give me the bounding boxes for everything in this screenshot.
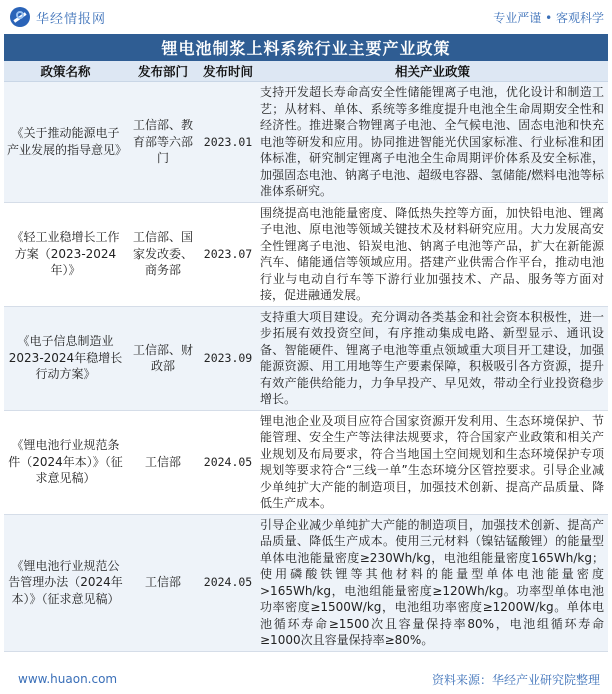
policy-content-cell: 围绕提高电池能量密度、降低热失控等方面，加快铅电池、锂离子电池、原电池等领域关键技术及材料研究应用。大力发展高安全性锂离子电池、铅炭电池、钠离子电池等产品，扩大在新能源汽车、储能通信等领域应用。搭建产业供需合作平台，推动电池行业与电动自行车等下游行业加强技术、产品、服务等方面对接，促进融通发展。 xyxy=(257,202,608,306)
table-header-row xyxy=(4,61,608,82)
table-row xyxy=(4,82,608,203)
column-header-policy-name: 政策名称 xyxy=(4,61,127,82)
page-footer xyxy=(0,664,612,694)
policy-content-cell: 支持重大项目建设。充分调动各类基金和社会资本积极性，进一步拓展有效投资空间，有序推动集成电路、新型显示、通讯设备、智能硬件、锂离子电池等重点领域重大项目开工建设，加强能源资源、用工用地等生产要素保障，积极吸引各方资源，提升有效产能供给能力，力争早投产、早见效，带动全行业投资稳步增长。 xyxy=(257,306,608,410)
policy-name-cell: 《关于推动能源电子产业发展的指导意见》 xyxy=(4,82,127,203)
brand[interactable] xyxy=(10,7,106,27)
top-header xyxy=(0,0,612,34)
policy-content-cell: 锂电池企业及项目应符合国家资源开发利用、生态环境保护、节能管理、安全生产等法律法规要求，符合国家产业政策和相关产业规划及布局要求，符合当地国土空间规划和生态环境保护专项规划等要求符合“三线一单”生态环境分区管控要求。引导企业减少单纯扩大产能的制造项目，加强技术创新、提高产品质量、降低生产成本。 xyxy=(257,410,608,514)
data-source-note: 资料来源：华经产业研究院整理 xyxy=(431,672,600,687)
policy-content-cell: 支持开发超长寿命高安全性储能锂离子电池，优化设计和制造工艺；从材料、单体、系统等多维度提升电池全生命周期安全性和经济性。推进聚合物锂离子电池、全气候电池、固态电池和快充电池等研发和应用。协同推进智能光伏国家标准、行业标准和团体标准，研究制定锂离子电池全生命周期评价体系及安全标准，加强固态电池、钠离子电池、超级电容器、氢储能/燃料电池等标准体系研究。 xyxy=(257,82,608,203)
column-header-date: 发布时间 xyxy=(199,61,257,82)
policy-name-cell: 《电子信息制造业2023-2024年稳增长行动方案》 xyxy=(4,306,127,410)
column-header-department: 发布部门 xyxy=(127,61,199,82)
department-cell: 工信部、教育部等六部门 xyxy=(127,82,199,203)
policy-table xyxy=(4,61,608,652)
page-title: 锂电池制浆上料系统行业主要产业政策 xyxy=(4,34,608,61)
date-cell: 2023.07 xyxy=(199,202,257,306)
policy-name-cell: 《轻工业稳增长工作方案（2023-2024年）》 xyxy=(4,202,127,306)
table-row xyxy=(4,202,608,306)
date-cell: 2024.05 xyxy=(199,514,257,651)
column-header-related-policy: 相关产业政策 xyxy=(257,61,608,82)
department-cell: 工信部、财政部 xyxy=(127,306,199,410)
table-row xyxy=(4,514,608,651)
policy-content-cell: 引导企业减少单纯扩大产能的制造项目，加强技术创新、提高产品质量、降低生产成本。使用三元材料（镍钴锰酸锂）的能量型单体电池能量密度≥230Wh/kg，电池组能量密度165Wh/kg；使用磷酸铁锂等其他材料的能量型单体电池能量密度>165Wh/kg，电池组能量密度≥120Wh/kg。功率型单体电池功率密度≥1500W/kg，电池组功率密度≥1200W/kg。单体电池循环寿命≥1500次且容量保持率80%，电池组循环寿命≥1000次且容量保持率≥80%。 xyxy=(257,514,608,651)
department-cell: 工信部 xyxy=(127,410,199,514)
slogan: 专业严谨 • 客观科学 xyxy=(493,10,604,25)
date-cell: 2023.01 xyxy=(199,82,257,203)
department-cell: 工信部、国家发改委、商务部 xyxy=(127,202,199,306)
brand-name: 华经情报网 xyxy=(36,11,107,27)
table-row xyxy=(4,306,608,410)
department-cell: 工信部 xyxy=(127,514,199,651)
date-cell: 2024.05 xyxy=(199,410,257,514)
policy-name-cell: 《锂电池行业规范条件（2024年本）》（征求意见稿） xyxy=(4,410,127,514)
huajing-logo-icon xyxy=(10,7,30,27)
table-row xyxy=(4,410,608,514)
website-link[interactable]: www.huaon.com xyxy=(18,672,118,686)
policy-name-cell: 《锂电池行业规范公告管理办法（2024年本）》（征求意见稿） xyxy=(4,514,127,651)
date-cell: 2023.09 xyxy=(199,306,257,410)
